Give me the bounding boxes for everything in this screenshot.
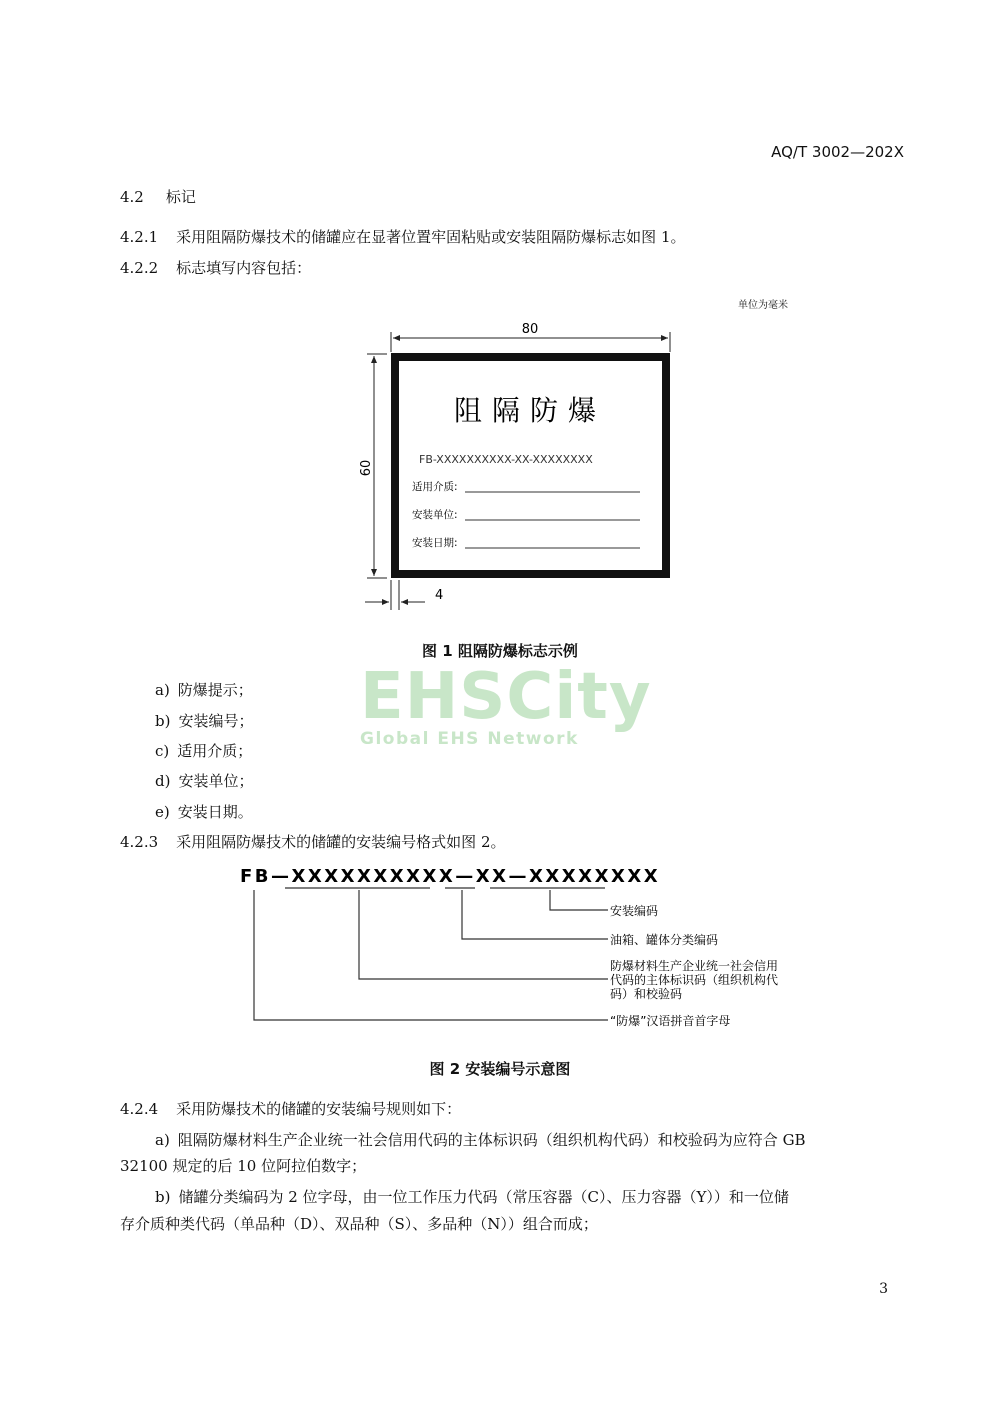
section-number: 4.2	[120, 188, 144, 206]
figure-1-sign-diagram	[355, 318, 700, 618]
list-text: 防爆提示；	[177, 681, 253, 699]
label-pinyin: “防爆”汉语拼音首字母	[610, 1014, 731, 1028]
list-item	[155, 679, 253, 700]
list-text: 安装单位；	[178, 772, 254, 790]
watermark-brand: EHSCity	[360, 660, 652, 734]
list-marker: e)	[155, 803, 170, 821]
figure-1-caption: 图 1 阻隔防爆标志示例	[422, 642, 578, 660]
list-text: 安装编号；	[178, 712, 254, 730]
clause-number: 4.2.3	[120, 833, 159, 851]
clause-4-2-2	[120, 257, 311, 278]
clause-text: 采用防爆技术的储罐的安装编号规则如下：	[176, 1100, 462, 1118]
leader-org	[359, 890, 608, 979]
rule-a-line-2: 32100 规定的后 10 位阿拉伯数字；	[120, 1157, 367, 1175]
rule-b-line-1	[155, 1186, 789, 1207]
label-install-code: 安装编码	[610, 904, 659, 918]
leader-tank	[462, 890, 608, 939]
rule-text: 储罐分类编码为 2 位字母，由一位工作压力代码（常压容器（C）、压力容器（Y））和一位储	[178, 1188, 789, 1206]
list-item	[155, 770, 253, 791]
clause-text: 采用阻隔防爆技术的储罐的安装编号格式如图 2。	[176, 833, 506, 851]
code-format: FB—XXXXXXXXXX—XX—XXXXXXXX	[240, 866, 661, 887]
list-item	[155, 801, 253, 822]
field-unit-label: 安装单位:	[412, 509, 458, 521]
list-marker: d)	[155, 772, 171, 790]
section-heading	[120, 186, 196, 207]
rule-a-line-1	[155, 1129, 806, 1150]
label-tank-code: 油箱、罐体分类编码	[610, 933, 719, 947]
rule-text: 阻隔防爆材料生产企业统一社会信用代码的主体标识码（组织机构代码）和校验码为应符合 GB	[177, 1131, 806, 1149]
label-org-line-1: 防爆材料生产企业统一社会信用	[610, 959, 779, 973]
border-dim-label: 4	[435, 588, 444, 603]
list-text: 适用介质；	[177, 742, 253, 760]
section-title: 标记	[165, 188, 196, 206]
list-marker: b)	[155, 712, 171, 730]
clause-4-2-1	[120, 226, 686, 247]
watermark-tagline: Global EHS Network	[360, 729, 579, 749]
leader-install	[550, 890, 608, 910]
figure-2-caption: 图 2 安装编号示意图	[429, 1060, 571, 1078]
list-item	[155, 740, 252, 761]
list-marker: a)	[155, 681, 170, 699]
list-marker: c)	[155, 742, 170, 760]
sign-code-line: FB-XXXXXXXXXX-XX-XXXXXXXX	[419, 453, 593, 466]
rule-b-line-2: 存介质种类代码（单品种（D）、双品种（S）、多品种（N））组合而成；	[120, 1215, 598, 1233]
clause-text: 采用阻隔防爆技术的储罐应在显著位置牢固粘贴或安装阻隔防爆标志如图 1。	[176, 228, 686, 246]
clause-4-2-4	[120, 1098, 461, 1119]
clause-text: 标志填写内容包括：	[176, 259, 312, 277]
clause-number: 4.2.2	[120, 259, 159, 277]
rule-marker: a)	[155, 1131, 170, 1149]
clause-number: 4.2.1	[120, 228, 159, 246]
width-dim-label: 80	[521, 322, 539, 337]
sign-title: 阻隔防爆	[453, 394, 607, 427]
label-org-line-2: 代码的主体标识码（组织机构代	[610, 973, 779, 987]
page-number: 3	[879, 1281, 888, 1297]
unit-note: 单位为毫米	[738, 300, 788, 311]
label-org-line-3: 码）和校验码	[610, 987, 683, 1001]
watermark	[360, 660, 652, 749]
field-date-label: 安装日期:	[412, 537, 458, 549]
rule-marker: b)	[155, 1188, 171, 1206]
field-medium-label: 适用介质:	[412, 481, 458, 493]
list-text: 安装日期。	[177, 803, 253, 821]
clause-number: 4.2.4	[120, 1100, 159, 1118]
clause-4-2-3	[120, 831, 506, 852]
figure-2-code-diagram	[230, 860, 800, 1035]
standard-code: AQ/T 3002—202X	[771, 143, 904, 161]
height-dim-label: 60	[359, 459, 374, 477]
list-item	[155, 710, 253, 731]
